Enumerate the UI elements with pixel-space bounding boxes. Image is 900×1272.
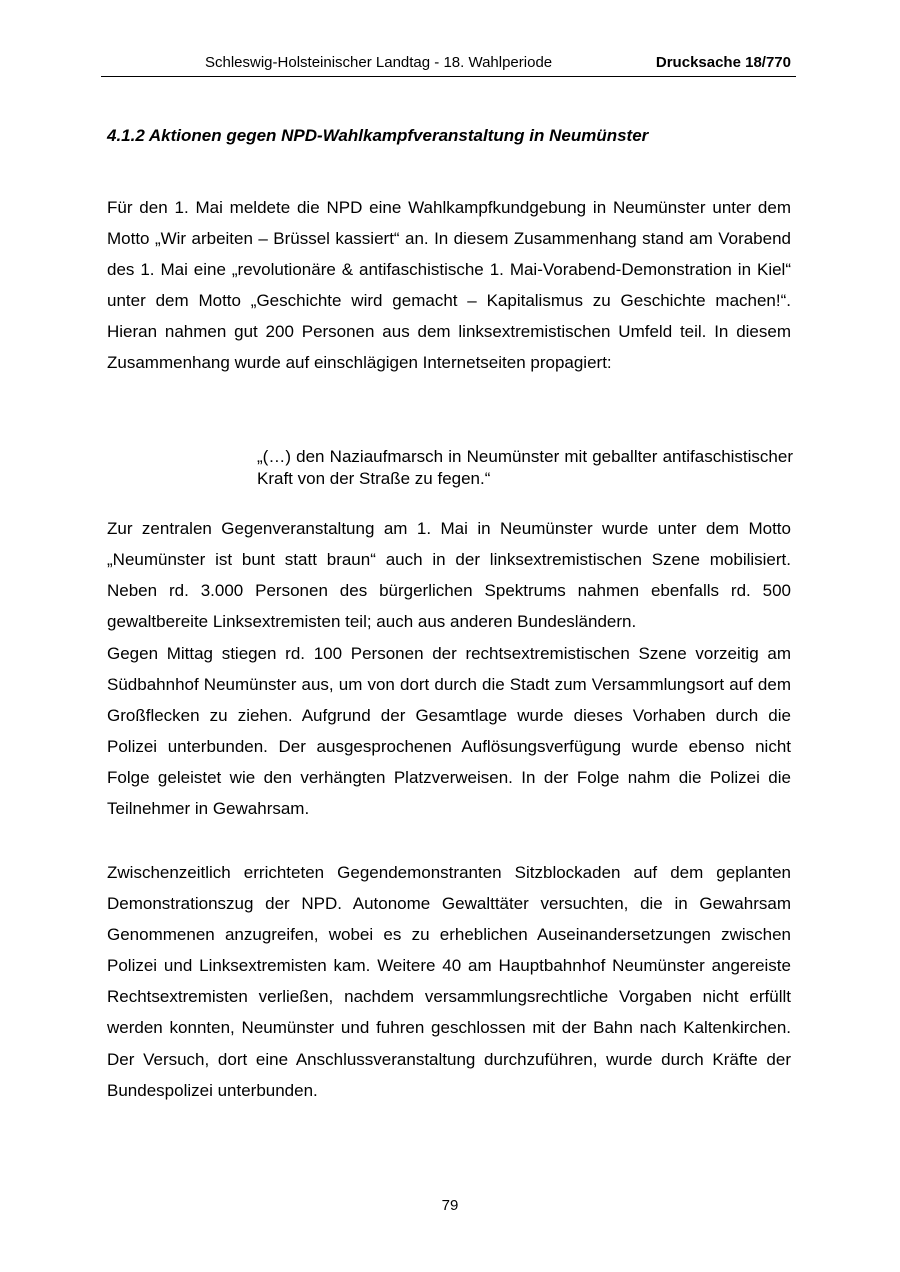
page-number: 79 [441, 1197, 459, 1214]
paragraph: Gegen Mittag stiegen rd. 100 Personen der rechtsextremistischen Szene vorzeitig am Südbahnhof Neumünster aus, um von dort durch die Stadt zum Versammlungsort auf dem Großflecken zu ziehen. Aufgrund der Gesamtlage wurde dieses Vorhaben durch die Polizei unterbunden. Der ausgesprochenen Auflösungsverfügung wurde ebenso nicht Folge geleistet wie den verhängten Platzverweisen. In der Folge nahm die Polizei die Teilnehmer in Gewahrsam. [107, 644, 791, 819]
paragraph: Zwischenzeitlich errichteten Gegendemonstranten Sitzblockaden auf dem geplanten Demonstrationszug der NPD. Autonome Gewalttäter versuchten, die in Gewahrsam Genommenen anzugreifen, wobei es zu erheblichen Auseinandersetzungen zwischen Polizei und Linksextremisten kam. Weitere 40 am Hauptbahnhof Neumünster angereiste Rechtsextremisten verließen, nachdem versammlungsrechtliche Vorgaben nicht erfüllt werden konnten, Neumünster und fuhren geschlossen mit der Bahn nach Kaltenkirchen. Der Versuch, dort eine Anschlussveranstaltung durchzuführen, wurde durch Kräfte der Bundespolizei unterbunden. [107, 863, 791, 1100]
block-quote: „(…) den Naziaufmarsch in Neumünster mit geballter antifaschistischer Kraft von der Straße zu fegen.“ [257, 447, 793, 488]
document-number: Drucksache 18/770 [655, 54, 791, 71]
header-title: Schleswig-Holsteinischer Landtag - 18. Wahlperiode [205, 54, 553, 71]
paragraph: Für den 1. Mai meldete die NPD eine Wahlkampfkundgebung in Neumünster unter dem Motto „Wir arbeiten – Brüssel kassiert“ an. In diesem Zusammenhang stand am Vorabend des 1. Mai eine „revolutionäre & antifaschistische 1. Mai-Vorabend-Demonstration in Kiel“ unter dem Motto „Geschichte wird gemacht – Kapitalismus zu Geschichte machen!“. Hieran nahmen gut 200 Personen aus dem linksextremistischen Umfeld teil. In diesem Zusammenhang wurde auf einschlägigen Internetseiten propagiert: [107, 198, 791, 373]
section-heading: 4.1.2 Aktionen gegen NPD-Wahlkampfveranstaltung in Neumünster [107, 126, 649, 145]
page-header [101, 52, 796, 77]
paragraph: Zur zentralen Gegenveranstaltung am 1. Mai in Neumünster wurde unter dem Motto „Neumünster ist bunt statt braun“ auch in der linksextremistischen Szene mobilisiert. Neben rd. 3.000 Personen des bürgerlichen Spektrums nahmen ebenfalls rd. 500 gewaltbereite Linksextremisten teil; auch aus anderen Bundesländern. [107, 519, 791, 632]
